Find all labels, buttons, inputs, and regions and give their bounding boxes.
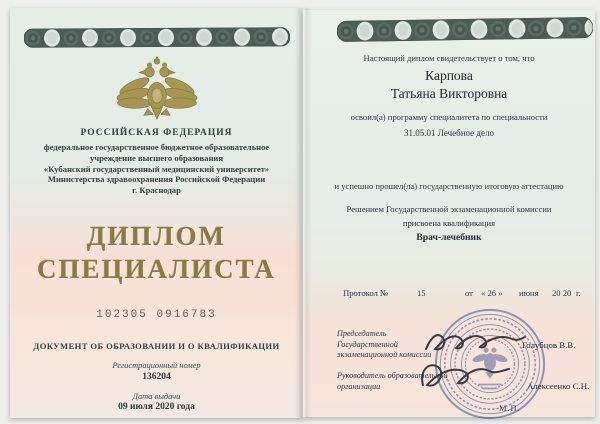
protocol-year: 20 20 — [552, 288, 572, 298]
institution-line: г. Краснодар — [132, 185, 181, 196]
qualification-label: присвоена квалификация — [402, 218, 496, 228]
diploma-title-line1: ДИПЛОМ — [86, 221, 227, 251]
holder-surname: Карпова — [425, 68, 473, 83]
country-title: РОССИЙСКАЯ ФЕДЕРАЦИЯ — [80, 128, 233, 138]
role-line: экзаменационной комиссии — [337, 350, 432, 360]
signature-chairman — [423, 328, 527, 356]
chairman-role — [337, 329, 431, 361]
diploma-right-page — [303, 10, 595, 417]
commission-line: Решением Государственной экзаменационной комиссии — [346, 204, 552, 214]
protocol-label: Протокол № — [343, 288, 389, 298]
registration-number-label: Регистрационный номер — [112, 361, 201, 370]
program-line: освоил(а) программу специалитета по специальности — [350, 112, 548, 122]
chairman-name: Голубцов В.В. — [522, 340, 576, 350]
rector-name: Алексеенко С.Н. — [527, 381, 590, 391]
document-type-line: ДОКУМЕНТ ОБ ОБРАЗОВАНИИ И О КВАЛИФИКАЦИИ — [33, 341, 280, 351]
serial-number: 102305 0916783 — [96, 309, 217, 321]
guilloche-border-left — [24, 27, 290, 47]
intro-line: Настоящий диплом свидетельствует о том, что — [363, 53, 535, 63]
institution-line: учреждение высшего образования — [89, 152, 223, 163]
registration-number-value: 136204 — [142, 372, 171, 382]
diploma-title-line2: СПЕЦИАЛИСТА — [37, 254, 276, 284]
institution-line: «Кубанский государственный медицинский университет» — [43, 163, 270, 174]
diploma-left-page — [10, 8, 303, 418]
role-line: Руководитель образовательной — [337, 371, 448, 380]
role-line: Председатель — [337, 329, 387, 338]
attestation-line: и успешно прошел(ла) государственную итоговую аттестацию — [334, 181, 564, 191]
protocol-day: « 26 » — [481, 288, 503, 298]
institution-line: Министерства здравоохранения Российской Федерации — [47, 174, 266, 185]
protocol-month: июня — [519, 288, 539, 298]
role-line: Государственной — [337, 339, 398, 349]
institution-block — [10, 142, 303, 196]
protocol-year-suffix: г. — [576, 288, 581, 298]
qualification-value: Врач-лечебник — [416, 232, 482, 243]
issue-date-label: Дата выдачи — [132, 392, 181, 401]
protocol-row — [303, 288, 595, 302]
guilloche-border-right — [337, 17, 593, 42]
specialty-line: 31.05.01 Лечебное дело — [404, 128, 494, 138]
diploma-title — [10, 220, 303, 286]
russia-coat-of-arms-icon — [110, 55, 204, 123]
protocol-from-label: от — [465, 288, 473, 298]
role-line: организации — [337, 381, 381, 391]
rector-role — [337, 371, 448, 392]
holder-name-patronymic: Татьяна Викторовна — [390, 86, 508, 101]
institution-line: федеральное государственное бюджетное образовательное — [43, 142, 270, 152]
seal-place-mark: М.П. — [499, 404, 521, 413]
issue-date-value: 09 июля 2020 года — [118, 402, 195, 412]
protocol-number: 15 — [417, 288, 426, 298]
